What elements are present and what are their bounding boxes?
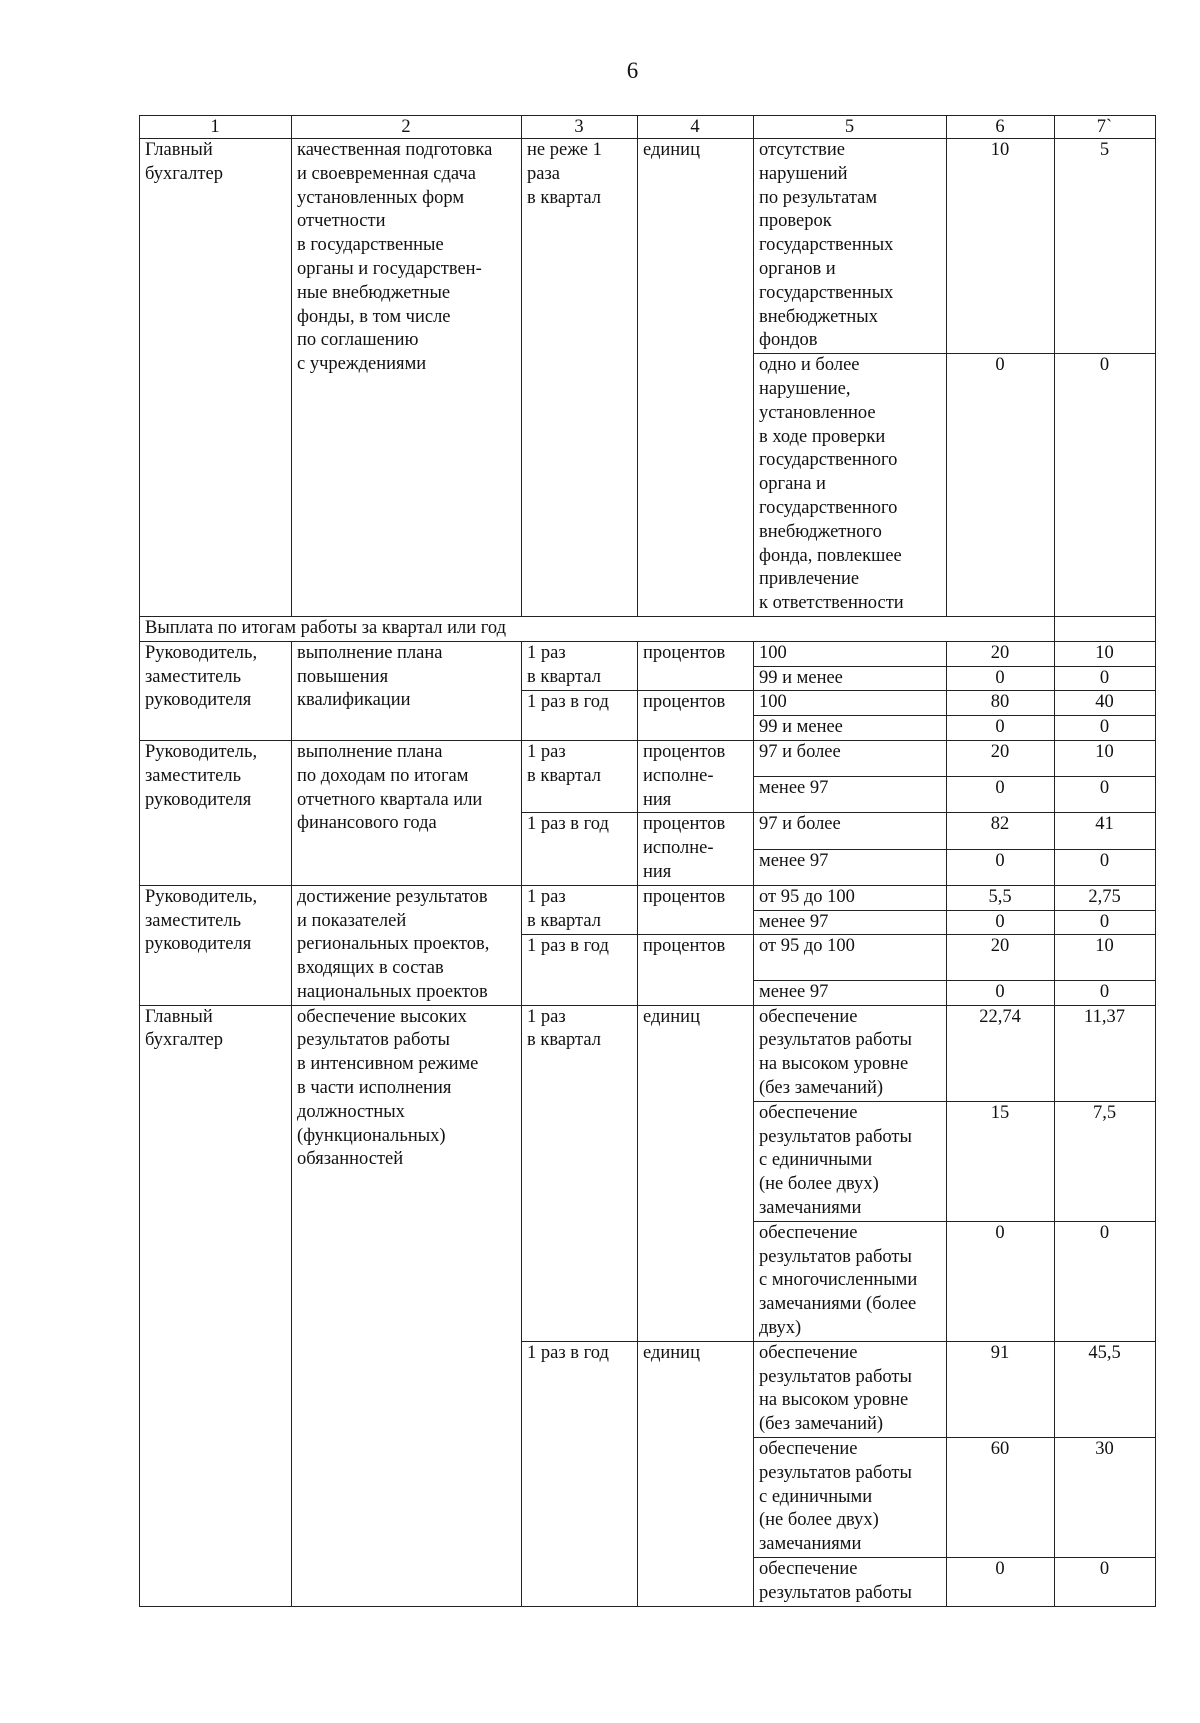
period-cell: 1 раз в квартал [522,740,638,812]
value-col6-cell: 0 [947,1558,1055,1607]
value-col7-cell: 0 [1055,980,1156,1005]
value-col7-cell: 10 [1055,740,1156,776]
header-row [140,116,1156,139]
unit-cell: единиц [638,139,754,617]
unit-cell: процентов исполне- ния [638,813,754,885]
value-col6-cell: 91 [947,1341,1055,1437]
value-col6-cell: 0 [947,666,1055,691]
criterion-cell: обеспечение высоких результатов работы в интенсивном режиме в части исполнения должностных (функциональных) обязанностей [292,1005,522,1606]
column-number-2: 2 [292,116,522,139]
value-col7-cell: 0 [1055,666,1156,691]
value-col6-cell: 60 [947,1438,1055,1558]
condition-cell: 100 [754,641,947,666]
unit-cell: единиц [638,1341,754,1606]
value-col7-cell: 10 [1055,935,1156,981]
unit-cell: процентов исполне- ния [638,740,754,812]
condition-cell: от 95 до 100 [754,885,947,910]
criterion-cell: выполнение плана повышения квалификации [292,641,522,740]
value-col7-cell: 0 [1055,1558,1156,1607]
condition-cell: от 95 до 100 [754,935,947,981]
value-col6-cell: 20 [947,641,1055,666]
section-title: Выплата по итогам работы за квартал или год [140,616,1055,641]
period-cell: 1 раз в год [522,813,638,885]
condition-cell: отсутствие нарушений по результатам проверок государственных органов и государственных внебюджетных фондов [754,139,947,354]
period-cell: 1 раз в квартал [522,1005,638,1341]
condition-cell: обеспечение результатов работы [754,1558,947,1607]
condition-cell: обеспечение результатов работы с единичными (не более двух) замечаниями [754,1101,947,1221]
condition-cell: обеспечение результатов работы с многочисленными замечаниями (более двух) [754,1221,947,1341]
value-col6-cell: 80 [947,691,1055,716]
column-number-1: 1 [140,116,292,139]
table-row [140,1005,1156,1101]
criterion-cell: качественная подготовка и своевременная сдача установленных форм отчетности в государственные органы и государствен- ные внебюджетные фонды, в том числе по соглашению с учреждениями [292,139,522,617]
value-col6-cell: 20 [947,935,1055,981]
criterion-cell: достижение результатов и показателей региональных проектов, входящих в состав национальных проектов [292,885,522,1005]
condition-cell: менее 97 [754,980,947,1005]
value-col7-cell: 0 [1055,777,1156,813]
table-row [140,139,1156,354]
position-cell: Руководитель, заместитель руководителя [140,641,292,740]
value-col6-cell: 22,74 [947,1005,1055,1101]
page-number: 6 [626,58,639,83]
value-col6-cell: 15 [947,1101,1055,1221]
period-cell: 1 раз в квартал [522,641,638,691]
table-row [140,740,1156,776]
value-col7-cell: 10 [1055,641,1156,666]
column-number-4: 4 [638,116,754,139]
column-number-5: 5 [754,116,947,139]
period-cell: 1 раз в год [522,691,638,741]
value-col7-cell: 0 [1055,354,1156,617]
column-number-6: 6 [947,116,1055,139]
value-col6-cell: 0 [947,777,1055,813]
value-col7-cell: 0 [1055,716,1156,741]
unit-cell: единиц [638,1005,754,1341]
position-cell: Руководитель, заместитель руководителя [140,740,292,885]
value-col6-cell: 5,5 [947,885,1055,910]
value-col6-cell: 82 [947,813,1055,849]
condition-cell: обеспечение результатов работы на высоком уровне (без замечаний) [754,1341,947,1437]
value-col6-cell: 0 [947,716,1055,741]
column-number-3: 3 [522,116,638,139]
value-col7-cell: 45,5 [1055,1341,1156,1437]
period-cell: не реже 1 раза в квартал [522,139,638,617]
value-col6-cell: 0 [947,1221,1055,1341]
table-row [140,885,1156,910]
column-number-7: 7` [1055,116,1156,139]
position-cell: Руководитель, заместитель руководителя [140,885,292,1005]
value-col7-cell: 5 [1055,139,1156,354]
condition-cell: менее 97 [754,849,947,885]
value-col7-cell: 7,5 [1055,1101,1156,1221]
value-col7-cell: 2,75 [1055,885,1156,910]
value-col7-cell: 40 [1055,691,1156,716]
condition-cell: одно и более нарушение, установленное в ходе проверки государственного органа и государственного внебюджетного фонда, повлекшее привлечение к ответственности [754,354,947,617]
value-col7-cell: 41 [1055,813,1156,849]
condition-cell: 97 и более [754,740,947,776]
value-col7-cell: 11,37 [1055,1005,1156,1101]
value-col7-cell: 30 [1055,1438,1156,1558]
value-col6-cell: 20 [947,740,1055,776]
unit-cell: процентов [638,885,754,935]
condition-cell: 99 и менее [754,666,947,691]
unit-cell: процентов [638,935,754,1005]
condition-cell: менее 97 [754,910,947,935]
condition-cell: 99 и менее [754,716,947,741]
condition-cell: обеспечение результатов работы с единичными (не более двух) замечаниями [754,1438,947,1558]
period-cell: 1 раз в год [522,1341,638,1606]
unit-cell: процентов [638,641,754,691]
section-empty-cell [1055,616,1156,641]
value-col7-cell: 0 [1055,910,1156,935]
period-cell: 1 раз в год [522,935,638,1005]
unit-cell: процентов [638,691,754,741]
table-row [140,641,1156,666]
condition-cell: 97 и более [754,813,947,849]
section-row [140,616,1156,641]
criteria-table [139,115,1156,1607]
condition-cell: менее 97 [754,777,947,813]
value-col6-cell: 0 [947,354,1055,617]
criterion-cell: выполнение плана по доходам по итогам отчетного квартала или финансового года [292,740,522,885]
position-cell: Главный бухгалтер [140,139,292,617]
position-cell: Главный бухгалтер [140,1005,292,1606]
condition-cell: 100 [754,691,947,716]
period-cell: 1 раз в квартал [522,885,638,935]
value-col6-cell: 0 [947,849,1055,885]
value-col7-cell: 0 [1055,849,1156,885]
value-col6-cell: 0 [947,980,1055,1005]
value-col7-cell: 0 [1055,1221,1156,1341]
value-col6-cell: 0 [947,910,1055,935]
condition-cell: обеспечение результатов работы на высоком уровне (без замечаний) [754,1005,947,1101]
value-col6-cell: 10 [947,139,1055,354]
